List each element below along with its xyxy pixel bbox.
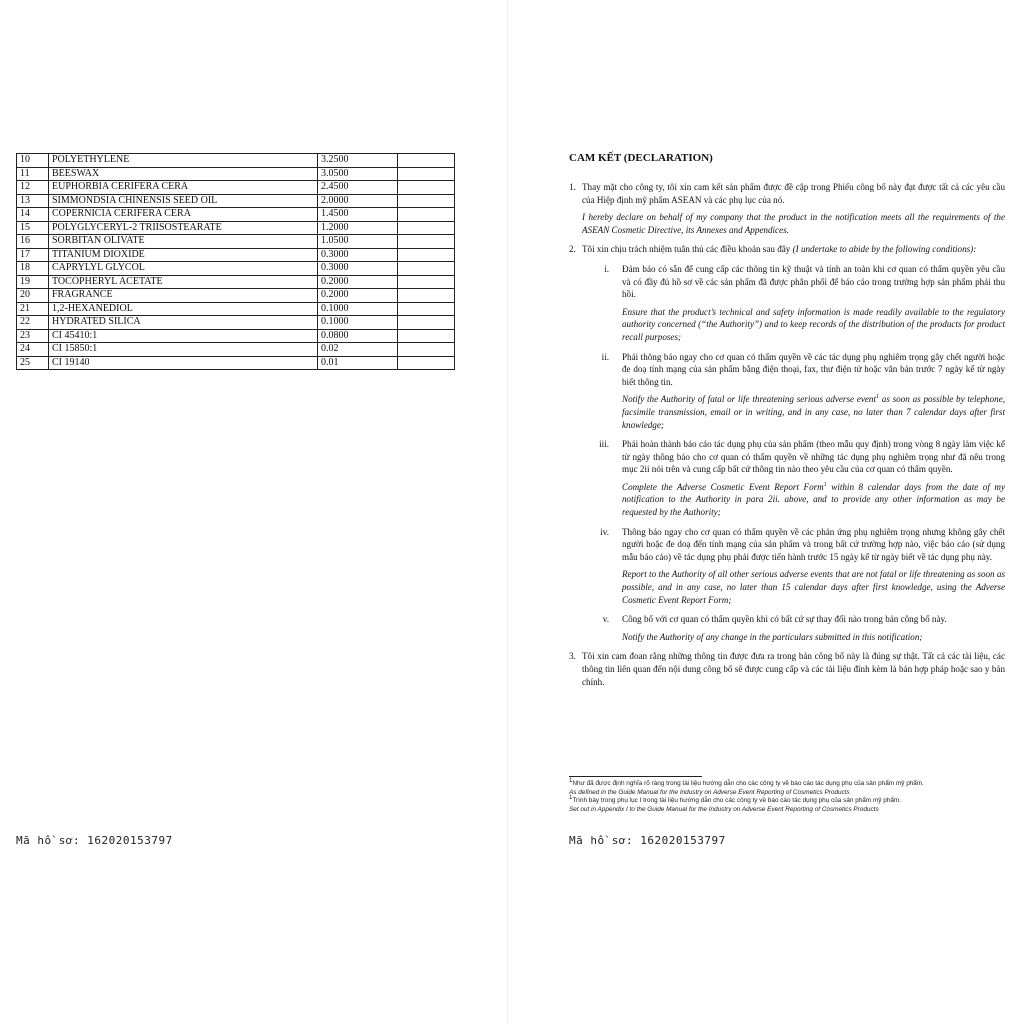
declaration-item-1 (569, 181, 1005, 236)
sub-item-vietnamese: Phải thông báo ngay cho cơ quan có thẩm quyền về các tác dụng phụ nghiêm trọng gây chết người hoặc đe doạ tính mạng của sản phẩm bằng điện thoại, fax, thư điện tử hoặc văn bản trước 7 ngày kể từ ngày biết thông tin. (622, 351, 1005, 387)
declaration-item-3 (569, 650, 1005, 688)
sub-item-iii (582, 438, 1005, 519)
ingredient-row (17, 154, 455, 168)
item-1-vietnamese: Thay mặt cho công ty, tôi xin cam kết sản phẩm được đề cập trong Phiếu công bố này đạt được tất cả các yêu cầu của Hiệp định mỹ phẩm ASEAN và các phụ lục của nó. (582, 182, 1005, 205)
ingredient-empty-cell (398, 316, 455, 330)
ingredient-name: 1,2-HEXANEDIOL (49, 302, 318, 316)
ingredient-number: 12 (17, 181, 49, 195)
ingredient-empty-cell (398, 221, 455, 235)
ingredient-row (17, 235, 455, 249)
ingredient-row (17, 316, 455, 330)
item-2-vietnamese: Tôi xin chịu trách nhiệm tuân thủ các điều khoản sau đây (582, 244, 791, 255)
item-3-vietnamese: Tôi xin cam đoan rằng những thông tin được đưa ra trong bản công bố này là đúng sự thật. Tất cả các tài liệu, các thông tin liên quan đến nội dung công bố sẽ được cung cấp và các tài liệu đính kèm là bản hợp pháp hoặc sao y bản chính. (582, 651, 1005, 687)
ingredient-row (17, 194, 455, 208)
ingredient-number: 24 (17, 343, 49, 357)
ingredient-row (17, 329, 455, 343)
ingredient-number: 10 (17, 154, 49, 168)
ingredient-percentage: 0.1000 (318, 316, 398, 330)
ingredient-name: POLYGLYCERYL-2 TRIISOSTEARATE (49, 221, 318, 235)
ingredient-empty-cell (398, 356, 455, 370)
footnote-rule (569, 776, 702, 777)
sub-item-english (622, 481, 1005, 519)
sub-item-english (622, 393, 1005, 431)
footnote-1-vn (569, 777, 999, 789)
sub-item-english: Ensure that the product’s technical and safety information is made readily available to the regulatory authority concerned (“the Authority”) and to keep records of the distribution of the products for product recall purposes; (622, 306, 1005, 342)
ingredient-percentage: 0.0800 (318, 329, 398, 343)
ingredient-percentage: 0.01 (318, 356, 398, 370)
sub-item-v (582, 613, 1005, 643)
ingredient-number: 20 (17, 289, 49, 303)
file-number-right: Mã hồ sơ: 162020153797 (569, 834, 726, 847)
ingredient-name: SIMMONDSIA CHINENSIS SEED OIL (49, 194, 318, 208)
sub-item-english: Report to the Authority of all other serious adverse events that are not fatal or life threatening as soon as possible, and in any case, no later than 15 calendar days after first knowledge, using the Adverse Cosmetic Event Report Form; (622, 569, 1005, 605)
item-number: 2. (569, 244, 576, 255)
item-1-english: I hereby declare on behalf of my company that the product in the notification meets all the requirements of the ASEAN Cosmetic Directive, its Annexes and Appendices. (582, 212, 1005, 235)
footnote-ref: 1 (876, 394, 880, 401)
ingredient-percentage: 3.0500 (318, 167, 398, 181)
ingredient-empty-cell (398, 167, 455, 181)
ingredient-number: 19 (17, 275, 49, 289)
footnote-1-en: As defined in the Guide Manual for the Industry on Adverse Event Reporting of Cosmetics Products (569, 788, 850, 796)
ingredient-row (17, 289, 455, 303)
sub-item-vietnamese: Công bố với cơ quan có thẩm quyền khi có bất cứ sự thay đổi nào trong bản công bố này. (622, 614, 947, 625)
sub-item-english: Notify the Authority of any change in the particulars submitted in this notification; (622, 631, 923, 642)
ingredient-row (17, 167, 455, 181)
ingredient-name: TOCOPHERYL ACETATE (49, 275, 318, 289)
ingredient-row (17, 248, 455, 262)
ingredient-number: 11 (17, 167, 49, 181)
ingredient-number: 17 (17, 248, 49, 262)
ingredient-empty-cell (398, 302, 455, 316)
ingredient-percentage: 1.0500 (318, 235, 398, 249)
ingredient-empty-cell (398, 275, 455, 289)
declaration-body (569, 181, 1005, 688)
ingredient-name: HYDRATED SILICA (49, 316, 318, 330)
declaration-title: CAM KẾT (DECLARATION) (569, 152, 713, 164)
sub-item-vietnamese: Thông báo ngay cho cơ quan có thẩm quyền về các phản ứng phụ nghiêm trọng nhưng không gây chết người hoặc đe doạ đến tính mạng của sản phẩm và trong bất cứ trường hợp nào, việc báo cáo (sử dụng mẫu báo cáo) về tác dụng phụ phải được tiến hành trước 15 ngày kể từ ngày biết về tác dụng phụ này. (622, 526, 1005, 562)
ingredient-percentage: 0.2000 (318, 275, 398, 289)
ingredient-row (17, 343, 455, 357)
ingredient-percentage: 3.2500 (318, 154, 398, 168)
sub-item-iv (582, 526, 1005, 607)
ingredient-percentage: 1.4500 (318, 208, 398, 222)
ingredient-row (17, 356, 455, 370)
ingredient-empty-cell (398, 343, 455, 357)
ingredient-row (17, 208, 455, 222)
ingredient-empty-cell (398, 262, 455, 276)
ingredient-name: POLYETHYLENE (49, 154, 318, 168)
footnote-2-vn (569, 797, 999, 806)
ingredient-empty-cell (398, 329, 455, 343)
ingredient-percentage: 0.3000 (318, 248, 398, 262)
ingredient-name: SORBITAN OLIVATE (49, 235, 318, 249)
sub-item-english-a: Complete the Adverse Cosmetic Event Report Form (622, 481, 824, 492)
ingredient-name: TITANIUM DIOXIDE (49, 248, 318, 262)
footnote-text: Trình bày trong phụ lục I trong tài liệu hướng dẫn cho các công ty về báo cáo tác dụng phụ của sản phẩm mỹ phẩm. (572, 797, 902, 805)
ingredient-name: CI 15850:1 (49, 343, 318, 357)
ingredient-row (17, 302, 455, 316)
ingredient-number: 15 (17, 221, 49, 235)
ingredient-number: 16 (17, 235, 49, 249)
ingredient-percentage: 2.4500 (318, 181, 398, 195)
ingredient-empty-cell (398, 154, 455, 168)
ingredient-percentage: 2.0000 (318, 194, 398, 208)
ingredient-number: 18 (17, 262, 49, 276)
footnote-ref: 1 (823, 481, 827, 488)
ingredient-empty-cell (398, 235, 455, 249)
sub-item-number: iv. (600, 526, 609, 537)
footnote-marker: 1 (569, 777, 573, 784)
page-ingredient-list (0, 0, 508, 1024)
file-number-left: Mã hồ sơ: 162020153797 (16, 834, 173, 847)
item-number: 3. (569, 651, 576, 662)
ingredient-percentage: 0.2000 (318, 289, 398, 303)
sub-item-english-b: as soon as possible by telephone, facsimile transmission, email or in writing, and in any case, no later than 7 calendar days after first knowledge; (622, 394, 1006, 430)
footnote-marker: 1 (569, 795, 573, 802)
sub-item-vietnamese: Phải hoàn thành báo cáo tác dụng phụ của sản phẩm (theo mẫu quy định) trong vòng 8 ngày làm việc kể từ ngày thông báo cho cơ quan có thẩm quyền về những tác dụng phụ nghiêm trọng như đã nêu trong mục 2ii nói trên và cung cấp bất cứ thông tin nào theo yêu cầu của cơ quan có thẩm quyền. (622, 439, 1005, 475)
ingredient-name: CI 19140 (49, 356, 318, 370)
ingredient-name: COPERNICIA CERIFERA CERA (49, 208, 318, 222)
ingredient-row (17, 221, 455, 235)
ingredient-name: CAPRYLYL GLYCOL (49, 262, 318, 276)
ingredient-empty-cell (398, 248, 455, 262)
ingredient-empty-cell (398, 194, 455, 208)
ingredient-table-body (17, 154, 455, 370)
ingredient-number: 14 (17, 208, 49, 222)
ingredient-number: 23 (17, 329, 49, 343)
footnotes (569, 777, 999, 814)
declaration-item-2 (569, 243, 1005, 643)
ingredient-number: 21 (17, 302, 49, 316)
sub-item-number: v. (602, 614, 609, 625)
ingredient-percentage: 0.3000 (318, 262, 398, 276)
sub-item-english-a: Notify the Authority of fatal or life threatening serious adverse event (622, 394, 877, 405)
ingredient-empty-cell (398, 181, 455, 195)
ingredient-row (17, 181, 455, 195)
sub-item-ii (582, 351, 1005, 432)
ingredient-percentage: 1.2000 (318, 221, 398, 235)
ingredient-name: FRAGRANCE (49, 289, 318, 303)
sub-item-english-b: within 8 calendar days from the date of my notification to the Authority in para 2ii. above, and to provide any other information as may be requested by the Authority; (622, 481, 1006, 518)
ingredient-number: 22 (17, 316, 49, 330)
ingredient-number: 25 (17, 356, 49, 370)
ingredient-name: CI 45410:1 (49, 329, 318, 343)
ingredient-empty-cell (398, 208, 455, 222)
sub-item-number: i. (604, 263, 609, 274)
ingredient-empty-cell (398, 289, 455, 303)
ingredient-percentage: 0.1000 (318, 302, 398, 316)
ingredient-name: EUPHORBIA CERIFERA CERA (49, 181, 318, 195)
item-number: 1. (569, 182, 576, 192)
ingredient-percentage: 0.02 (318, 343, 398, 357)
page-declaration (508, 0, 1024, 1024)
item-2-english: (I undertake to abide by the following conditions): (792, 244, 977, 255)
ingredient-table (16, 153, 455, 370)
footnote-text: Như đã được định nghĩa rõ ràng trong tài liệu hướng dẫn cho các công ty về báo cáo tác dụng phụ của sản phẩm mỹ phẩm. (572, 780, 924, 787)
footnote-2-en: Set out in Appendix I to the Guide Manual for the Industry on Adverse Event Reporting of Cosmetics Products (569, 805, 879, 813)
ingredient-number: 13 (17, 194, 49, 208)
sub-item-number: ii. (601, 351, 609, 362)
ingredient-name: BEESWAX (49, 167, 318, 181)
item-2-text (582, 243, 1005, 256)
sub-item-vietnamese: Đảm bảo có sẵn để cung cấp các thông tin kỹ thuật và tính an toàn khi cơ quan có thẩm quyền yêu cầu và có đầy đủ hồ sơ về các sản phẩm đã được phân phối để báo cáo trong trường hợp sản phẩm phải thu hồi. (622, 263, 1005, 300)
sub-item-number: iii. (599, 439, 609, 450)
sub-item-i (582, 263, 1005, 344)
ingredient-row (17, 262, 455, 276)
ingredient-row (17, 275, 455, 289)
